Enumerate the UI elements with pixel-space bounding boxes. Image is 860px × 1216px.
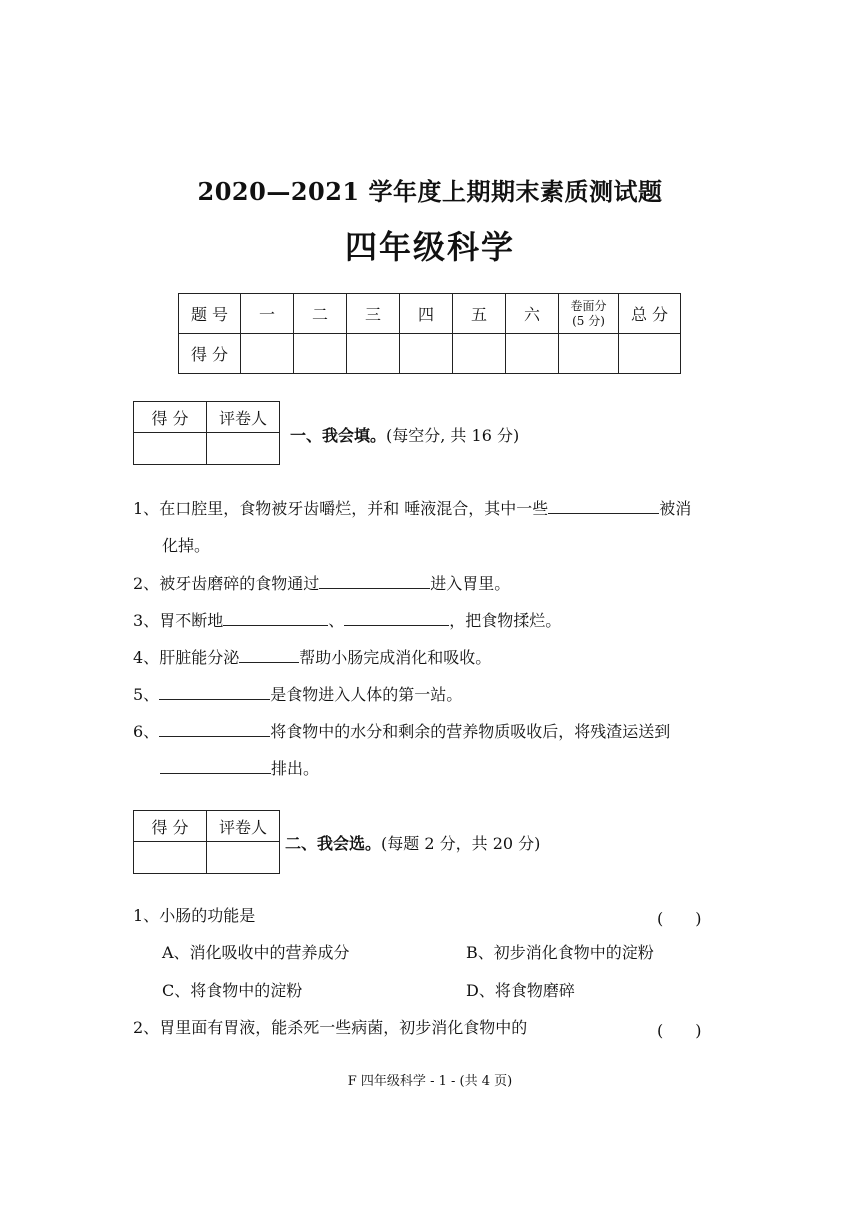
grader-score-label: 得 分 bbox=[134, 811, 207, 842]
grader-reviewer-label: 评卷人 bbox=[207, 811, 280, 842]
score-table bbox=[178, 293, 681, 374]
grader-reviewer-label: 评卷人 bbox=[207, 402, 280, 433]
section1-grader-box bbox=[133, 401, 280, 465]
score-table-score-label: 得 分 bbox=[179, 334, 241, 374]
q-text: 胃不断地 bbox=[159, 611, 224, 630]
q-text: ，把食物揉烂。 bbox=[449, 611, 562, 630]
score-table-col-4: 四 bbox=[400, 294, 453, 334]
section1-note: (每空分, 共 16 分) bbox=[386, 426, 520, 445]
q-text: 、 bbox=[328, 611, 345, 630]
q-text: 被消 bbox=[659, 499, 692, 518]
q-number: 4、 bbox=[133, 648, 160, 667]
s1-q1-cont: 化掉。 bbox=[162, 536, 211, 555]
score-table-header-label: 题 号 bbox=[179, 294, 241, 334]
q-text: 帮助小肠完成消化和吸收。 bbox=[299, 648, 492, 667]
s1-q3 bbox=[133, 609, 561, 633]
fill-blank[interactable] bbox=[160, 759, 271, 774]
fill-blank[interactable] bbox=[548, 499, 659, 514]
section2-note: (每题 2 分，共 20 分) bbox=[381, 834, 541, 853]
score-cell bbox=[241, 334, 294, 374]
score-table-col-neatness bbox=[559, 294, 619, 334]
s1-q6-cont bbox=[160, 757, 319, 781]
q-text: 是食物进入人体的第一站。 bbox=[270, 685, 463, 704]
q-text: 在口腔里，食物被牙齿嚼烂，并和 唾液混合，其中一些 bbox=[159, 499, 549, 518]
q-text: 胃里面有胃液，能杀死一些病菌，初步消化食物中的 bbox=[159, 1018, 528, 1037]
page-footer: F 四年级科学 - 1 - (共 4 页) bbox=[347, 1074, 513, 1089]
q-number: 5、 bbox=[133, 685, 160, 704]
fill-blank[interactable] bbox=[319, 574, 430, 589]
score-table-score-row bbox=[179, 334, 681, 374]
section2-title: 二、我会选。 bbox=[285, 834, 382, 853]
q-number: 3、 bbox=[133, 611, 160, 630]
fill-blank[interactable] bbox=[159, 685, 270, 700]
fill-blank[interactable] bbox=[239, 648, 299, 663]
q-number: 2、 bbox=[133, 1018, 160, 1037]
score-table-header-row bbox=[179, 294, 681, 334]
s1-q2 bbox=[133, 572, 510, 596]
score-cell bbox=[400, 334, 453, 374]
score-table-col-6: 六 bbox=[506, 294, 559, 334]
q-number: 2、 bbox=[133, 574, 160, 593]
score-cell bbox=[294, 334, 347, 374]
q-text: 将食物中的水分和剩余的营养物质吸收后，将残渣运送到 bbox=[270, 722, 671, 741]
grader-reviewer-cell bbox=[207, 842, 280, 874]
score-cell bbox=[619, 334, 681, 374]
q-text: 排出。 bbox=[271, 759, 320, 778]
q-number: 1、 bbox=[133, 906, 160, 925]
neatness-points: (5 分) bbox=[572, 313, 605, 328]
score-cell bbox=[506, 334, 559, 374]
score-table-col-total: 总 分 bbox=[619, 294, 681, 334]
neatness-label: 卷面分 bbox=[570, 298, 607, 313]
s2-q1 bbox=[133, 904, 255, 928]
answer-paren[interactable]: ( ) bbox=[657, 1021, 702, 1040]
score-table-col-3: 三 bbox=[347, 294, 400, 334]
score-table-col-2: 二 bbox=[294, 294, 347, 334]
option-a[interactable]: A、消化吸收中的营养成分 bbox=[162, 943, 350, 962]
q-text: 被牙齿磨碎的食物通过 bbox=[159, 574, 320, 593]
exam-title: 2020—2021 学年度上期期末素质测试题 bbox=[197, 177, 663, 206]
score-cell bbox=[347, 334, 400, 374]
s1-q6 bbox=[133, 720, 670, 744]
fill-blank[interactable] bbox=[344, 611, 449, 626]
section1-title: 一、我会填。 bbox=[290, 426, 387, 445]
q-text: 进入胃里。 bbox=[430, 574, 511, 593]
section2-grader-box bbox=[133, 810, 280, 874]
grader-reviewer-cell bbox=[207, 433, 280, 465]
option-d[interactable]: D、将食物磨碎 bbox=[466, 981, 575, 1000]
answer-paren[interactable]: ( ) bbox=[657, 909, 702, 928]
section2-heading bbox=[285, 831, 540, 854]
option-b[interactable]: B、初步消化食物中的淀粉 bbox=[466, 943, 654, 962]
grader-score-label: 得 分 bbox=[134, 402, 207, 433]
s2-q2 bbox=[133, 1016, 527, 1040]
score-cell bbox=[453, 334, 506, 374]
score-table-col-5: 五 bbox=[453, 294, 506, 334]
grader-score-cell bbox=[134, 433, 207, 465]
section1-heading bbox=[290, 423, 519, 446]
fill-blank[interactable] bbox=[223, 611, 328, 626]
score-table-col-1: 一 bbox=[241, 294, 294, 334]
grader-score-cell bbox=[134, 842, 207, 874]
q-number: 6、 bbox=[133, 722, 160, 741]
exam-subject: 四年级科学 bbox=[344, 228, 515, 266]
fill-blank[interactable] bbox=[159, 722, 270, 737]
option-c[interactable]: C、将食物中的淀粉 bbox=[162, 981, 303, 1000]
score-cell bbox=[559, 334, 619, 374]
q-number: 1、 bbox=[133, 499, 160, 518]
s1-q4 bbox=[133, 646, 491, 670]
q-text: 肝脏能分泌 bbox=[159, 648, 240, 667]
q-text: 小肠的功能是 bbox=[159, 906, 256, 925]
s1-q1 bbox=[133, 497, 691, 521]
s1-q5 bbox=[133, 683, 462, 707]
